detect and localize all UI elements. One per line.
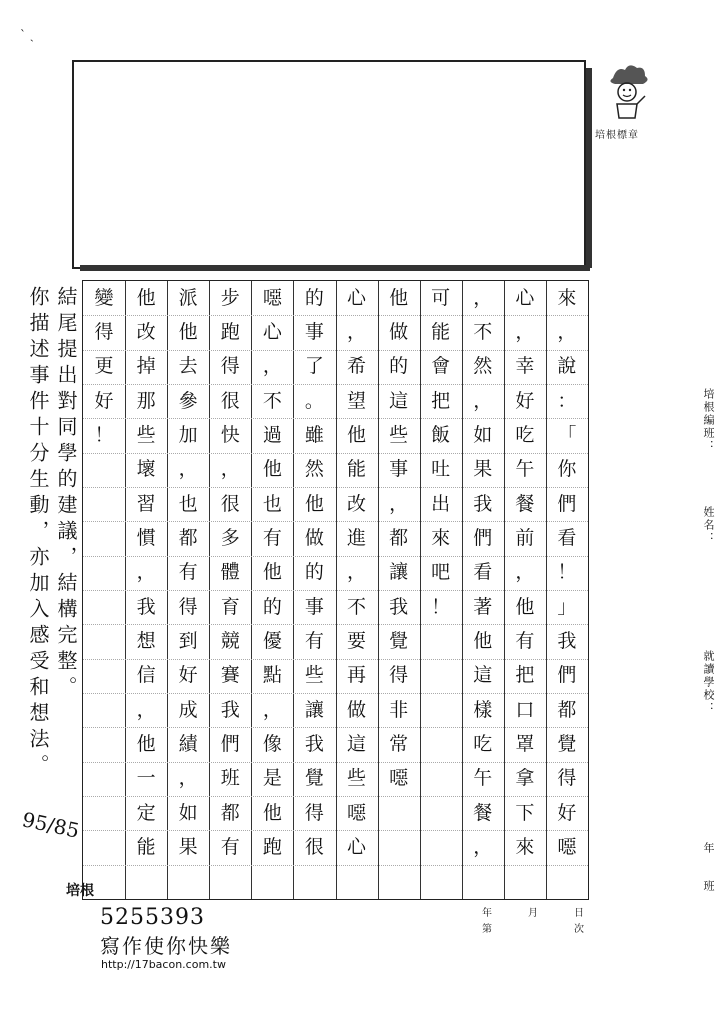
essay-char: 都 [220,801,240,824]
essay-char: 來 [557,286,577,309]
essay-char: 得 [389,664,409,687]
essay-char: 壞 [136,458,156,481]
essay-char: 吧 [431,561,451,584]
essay-char: 罩 [515,733,535,755]
essay-char: 餐 [473,801,493,824]
essay-char: 覺 [389,630,409,652]
essay-char: 常 [389,733,409,755]
essay-char: 你 [557,458,577,481]
essay-char: 也 [178,492,198,515]
essay-char: 的 [262,595,282,618]
corner-stamp: 培根 [66,883,94,899]
comment-line: 結尾提出對同學的建議，結構完整。 [54,286,78,702]
essay-char: 我 [220,698,240,721]
essay-char: 如 [473,424,493,446]
essay-char: 如 [178,801,198,824]
essay-char: 不 [262,389,282,412]
date-year: 年 [482,908,492,919]
essay-char: 我 [304,733,324,755]
essay-char: 希 [347,355,367,378]
essay-char: 不 [347,595,367,618]
essay-char: 他 [347,424,367,446]
essay-char: 噁 [389,767,409,790]
essay-char: 「 [557,424,577,446]
essay-char: ， [557,321,577,343]
essay-char: 然 [304,458,324,481]
date-no: 第 [482,924,492,935]
essay-column [546,281,588,899]
contact-number: 5255393 [100,905,205,930]
essay-char: 派 [178,286,198,309]
essay-char: 跑 [220,321,240,343]
essay-char: 做 [347,698,367,721]
essay-char: ！ [557,561,577,584]
essay-char: 們 [557,664,577,687]
essay-char: 我 [136,595,156,618]
essay-char: 得 [220,355,240,378]
school-label: 就讀學校： [702,650,715,715]
essay-char: 的 [304,561,324,584]
essay-char: 得 [557,767,577,790]
essay-char: 可 [431,286,451,309]
essay-char: 得 [94,321,114,343]
essay-char: 。 [304,389,324,412]
essay-char: ！ [94,424,114,446]
essay-char: ， [262,698,282,721]
essay-char: 了 [304,355,324,378]
essay-char: 掉 [136,355,156,378]
essay-char: 噁 [347,801,367,824]
essay-char: 很 [220,492,240,515]
essay-char: 讓 [389,561,409,584]
slogan: 寫作使你快樂 [100,934,232,958]
essay-char: 到 [178,630,198,652]
essay-char: 快 [220,424,240,446]
essay-char: 他 [136,286,156,309]
essay-char: 都 [557,698,577,721]
essay-char: ， [473,836,493,858]
essay-char: 樣 [473,698,493,721]
essay-char: 覺 [557,733,577,755]
essay-char: 些 [389,424,409,446]
essay-char: 非 [389,698,409,721]
stamp-label: 培根標章 [595,130,639,141]
essay-char: 幸 [515,355,535,378]
essay-char: 是 [262,767,282,790]
essay-column [293,281,335,899]
essay-char: 」 [557,595,577,618]
essay-char: 賽 [220,664,240,687]
essay-char: ， [262,355,282,378]
essay-char: ， [515,561,535,584]
essay-char: 很 [304,836,324,858]
name-label: 姓名： [702,506,715,545]
essay-char: 我 [557,630,577,652]
essay-char: 體 [220,561,240,584]
essay-char: 這 [473,664,493,687]
score: 95/85 [20,807,82,843]
essay-char: 來 [515,836,535,858]
bacon-stamp-icon [603,60,653,122]
essay-char: ， [473,389,493,412]
class2-label: 班 [702,880,715,893]
essay-char: 們 [473,527,493,549]
essay-char: 些 [347,767,367,790]
essay-char: ， [178,767,198,790]
essay-char: 噁 [557,836,577,858]
essay-char: 定 [136,801,156,824]
box-shadow-right [586,68,592,268]
essay-char: 看 [473,561,493,584]
essay-char: 午 [473,767,493,790]
essay-column [251,281,293,899]
essay-char: 慣 [136,527,156,549]
essay-char: 改 [136,321,156,343]
essay-char: 他 [262,801,282,824]
essay-column [462,281,504,899]
essay-char: 績 [178,733,198,755]
essay-char: 不 [473,321,493,343]
essay-char: 要 [347,630,367,652]
essay-char: 吃 [473,733,493,755]
essay-char: ： [557,389,577,412]
website-url: http://17bacon.com.tw [101,958,226,971]
essay-char: 有 [515,630,535,652]
essay-column [209,281,251,899]
essay-char: 想 [136,630,156,652]
essay-char: 好 [515,389,535,412]
essay-column [336,281,378,899]
essay-char: 去 [178,355,198,378]
essay-char: 看 [557,527,577,549]
essay-char: ， [136,698,156,721]
essay-char: 都 [178,527,198,549]
essay-char: 他 [389,286,409,309]
essay-char: 習 [136,492,156,515]
essay-char: 有 [304,630,324,652]
essay-column [504,281,546,899]
essay-char: 覺 [304,767,324,790]
essay-char: 把 [515,664,535,687]
date-day: 日 [574,908,584,919]
essay-char: ， [347,321,367,343]
essay-char: 說 [557,355,577,378]
essay-char: 噁 [262,286,282,309]
essay-char: ， [473,286,493,309]
essay-char: 吃 [515,424,535,446]
essay-char: 加 [178,424,198,446]
essay-char: 這 [347,733,367,755]
essay-char: 我 [389,595,409,618]
essay-char: 好 [94,389,114,412]
essay-char: 好 [178,664,198,687]
essay-char: 些 [136,424,156,446]
top-drawing-box [72,60,586,269]
date-times: 次 [574,924,584,935]
essay-char: 些 [304,664,324,687]
essay-char: 多 [220,527,240,549]
essay-char: 好 [557,801,577,824]
essay-char: 把 [431,389,451,412]
essay-char: 有 [262,527,282,549]
essay-char: 參 [178,389,198,412]
essay-char: 能 [347,458,367,481]
essay-char: ！ [431,595,451,618]
essay-char: ， [136,561,156,584]
essay-char: 能 [431,321,451,343]
essay-char: 出 [431,492,451,515]
essay-char: 著 [473,595,493,618]
essay-char: 再 [347,664,367,687]
essay-char: 事 [304,321,324,343]
teacher-comment [22,286,78,876]
essay-char: 果 [473,458,493,481]
essay-char: 吐 [431,458,451,481]
date-month: 月 [528,908,538,919]
essay-char: 那 [136,389,156,412]
essay-char: 都 [389,527,409,549]
essay-char: 變 [94,286,114,309]
essay-char: 他 [136,733,156,755]
essay-char: 事 [389,458,409,481]
year-label: 年 [702,842,715,855]
essay-column [167,281,209,899]
essay-char: 步 [220,286,240,309]
essay-char: 望 [347,389,367,412]
essay-char: 心 [262,321,282,343]
essay-char: 然 [473,355,493,378]
essay-char: 有 [178,561,198,584]
essay-char: 他 [515,595,535,618]
essay-char: 優 [262,630,282,652]
essay-char: 成 [178,698,198,721]
essay-char: 得 [178,595,198,618]
essay-char: 讓 [304,698,324,721]
essay-char: 班 [220,767,240,790]
essay-char: 的 [389,355,409,378]
essay-char: 心 [515,286,535,309]
essay-column [125,281,167,899]
essay-char: 過 [262,424,282,446]
essay-char: 我 [473,492,493,515]
essay-char: 得 [304,801,324,824]
essay-column [378,281,420,899]
essay-char: 改 [347,492,367,515]
essay-char: 做 [304,527,324,549]
essay-char: 信 [136,664,156,687]
essay-char: ， [220,458,240,481]
essay-char: ， [389,492,409,515]
essay-char: 果 [178,836,198,858]
essay-char: 也 [262,492,282,515]
essay-char: ， [515,321,535,343]
essay-char: 很 [220,389,240,412]
essay-char: 更 [94,355,114,378]
class-label: 培根編班： [702,388,715,453]
essay-char: 餐 [515,492,535,515]
essay-char: 競 [220,630,240,652]
essay-char: ， [347,561,367,584]
essay-char: 能 [136,836,156,858]
essay-char: 像 [262,733,282,755]
essay-char: 事 [304,595,324,618]
essay-char: 會 [431,355,451,378]
manuscript-grid [82,280,589,900]
essay-char: 一 [136,767,156,790]
essay-char: 這 [389,389,409,412]
essay-char: 他 [262,458,282,481]
essay-char: 他 [473,630,493,652]
essay-char: 前 [515,527,535,549]
essay-char: 有 [220,836,240,858]
essay-char: 口 [515,698,535,721]
essay-char: 心 [347,836,367,858]
essay-char: 的 [304,286,324,309]
essay-char: 他 [262,561,282,584]
essay-char: 點 [262,664,282,687]
essay-char: 跑 [262,836,282,858]
essay-char: 們 [220,733,240,755]
essay-char: 們 [557,492,577,515]
essay-column [420,281,462,899]
box-shadow [80,265,590,271]
essay-char: 拿 [515,767,535,790]
essay-char: 他 [304,492,324,515]
essay-char: 心 [347,286,367,309]
essay-char: 來 [431,527,451,549]
comment-line: 你描述事件十分生動，亦加入感受和想法。 [26,286,50,780]
essay-char: 飯 [431,424,451,446]
essay-char: 下 [515,801,535,824]
essay-char: 雖 [304,424,324,446]
essay-char: 午 [515,458,535,481]
essay-char: 進 [347,527,367,549]
essay-char: 他 [178,321,198,343]
essay-column [83,281,125,899]
essay-char: 育 [220,595,240,618]
essay-char: ， [178,458,198,481]
corner-mark: ` ˎ [20,28,34,42]
essay-char: 做 [389,321,409,343]
